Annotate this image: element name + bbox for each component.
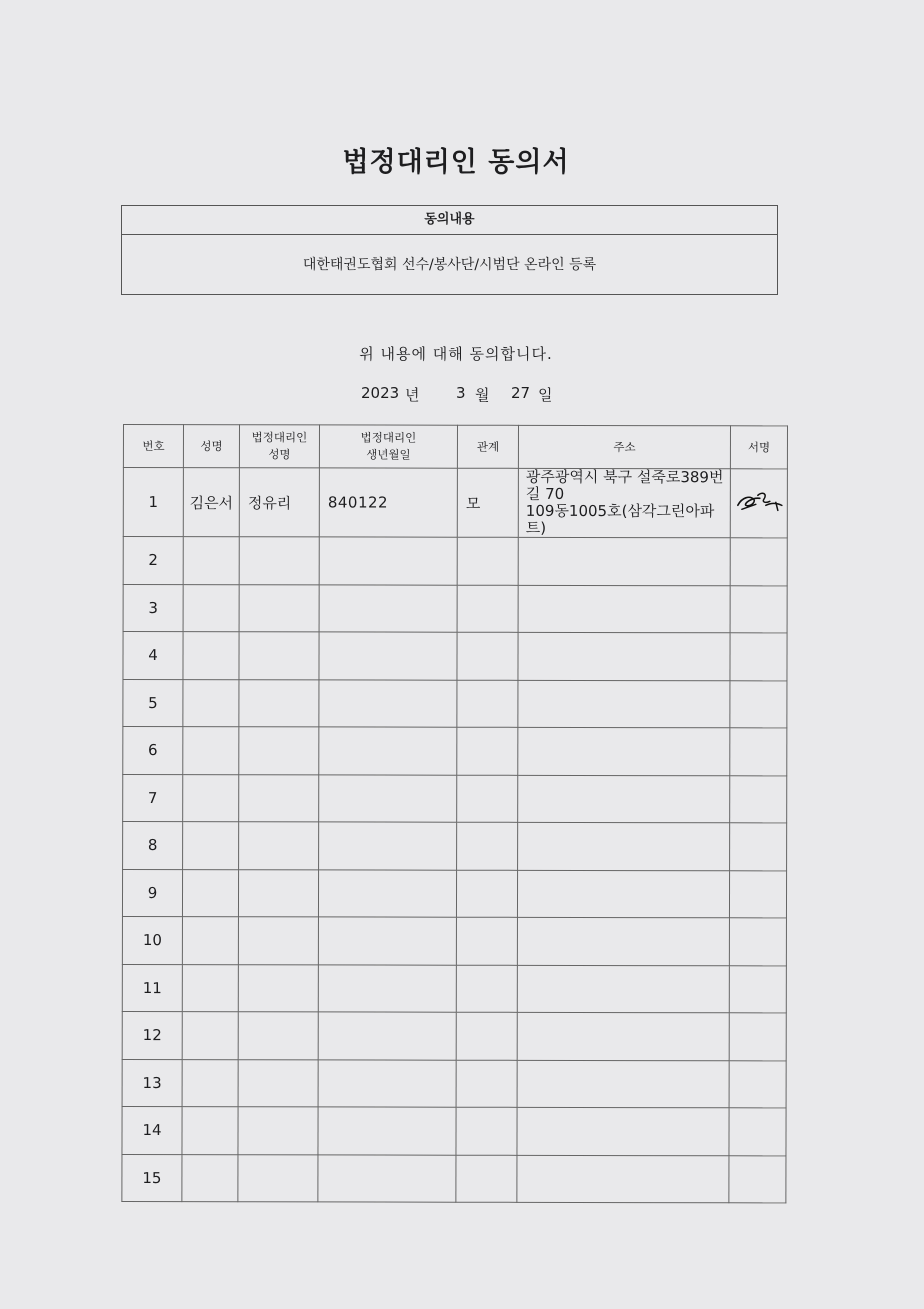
address-line1: 광주광역시 북구 설죽로389번길 70 [525, 467, 724, 503]
student-name-cell [182, 1012, 238, 1060]
row-number-cell: 3 [123, 584, 183, 632]
header-rep-birth-line1: 법정대리인 [360, 430, 417, 445]
guardian-name-cell: 정유리 [239, 468, 319, 537]
signature-cell [730, 823, 787, 871]
address-cell [518, 822, 730, 870]
table-row [123, 679, 787, 728]
signature-cell [730, 469, 787, 538]
table-row [122, 869, 786, 918]
table-row [122, 1154, 786, 1203]
row-number-cell: 11 [122, 964, 182, 1012]
header-rep-name [239, 425, 319, 468]
student-name-cell [182, 1059, 238, 1107]
header-rep-name-line1: 법정대리인 [251, 430, 308, 445]
guardian-name-cell [238, 869, 318, 917]
guardian-birthdate-cell [319, 727, 457, 775]
guardian-relation-cell [456, 1012, 517, 1060]
guardian-name-cell [239, 774, 319, 822]
document-title: 법정대리인 동의서 [342, 147, 570, 178]
row-number-cell: 2 [123, 537, 183, 585]
row-number-cell: 6 [123, 727, 183, 775]
student-name-cell [182, 869, 238, 917]
row-number-cell: 4 [123, 632, 183, 680]
guardian-name-cell [238, 964, 318, 1012]
guardian-relation-cell [456, 965, 517, 1013]
date-day: 27 [511, 384, 531, 402]
table-row [123, 537, 787, 586]
student-name-cell [183, 679, 239, 727]
address-cell [517, 917, 729, 965]
row-number-cell: 7 [123, 774, 183, 822]
handwritten-signature [732, 485, 786, 517]
table-row [123, 774, 787, 823]
header-name: 성명 [183, 425, 239, 468]
header-no: 번호 [123, 425, 183, 468]
guardian-birthdate-cell [318, 1154, 456, 1202]
date-year-unit: 년 [405, 386, 420, 404]
address-cell [518, 680, 730, 728]
student-name-cell [183, 537, 239, 585]
guardian-birthdate-cell [318, 1012, 456, 1060]
signature-cell [729, 965, 786, 1013]
signature-cell [730, 585, 787, 633]
table-row [122, 1011, 786, 1060]
student-name-cell [182, 917, 238, 965]
guardian-birthdate-cell [318, 964, 456, 1012]
guardian-birthdate-cell [319, 774, 457, 822]
guardian-relation-cell [457, 822, 518, 870]
table-row [122, 964, 786, 1013]
table-row [122, 916, 786, 965]
guardian-relation-cell [457, 680, 518, 728]
student-name-cell [183, 822, 239, 870]
student-name-cell [182, 1154, 238, 1202]
guardian-name-cell [238, 1012, 318, 1060]
student-name-cell [182, 1107, 238, 1155]
guardian-name-cell [239, 679, 319, 727]
address-line2: 109동1005호(삼각그린아파트) [525, 501, 715, 537]
guardian-name-cell [238, 917, 318, 965]
address-cell [518, 727, 730, 775]
guardian-table [121, 424, 788, 1203]
header-signature: 서명 [730, 426, 787, 469]
date-month: 3 [456, 384, 466, 402]
guardian-name-cell [238, 1059, 318, 1107]
header-relation: 관계 [457, 425, 518, 468]
header-rep-birth [319, 425, 457, 468]
signature-cell [729, 870, 786, 918]
guardian-relation-cell [457, 775, 518, 823]
signature-cell [730, 680, 787, 728]
table-row [123, 822, 787, 871]
signature-cell [729, 1108, 786, 1156]
signature-cell [729, 918, 786, 966]
guardian-relation-cell [457, 632, 518, 680]
row-number-cell: 8 [123, 822, 183, 870]
address-cell [518, 537, 730, 585]
guardian-relation-cell [457, 585, 518, 633]
date-day-unit: 일 [538, 386, 553, 404]
guardian-relation-cell [456, 1107, 517, 1155]
guardian-relation-cell: 모 [457, 468, 518, 537]
guardian-birthdate-cell [318, 869, 456, 917]
guardian-name-cell [239, 537, 319, 585]
guardian-birthdate-cell [319, 632, 457, 680]
signature-cell [729, 1060, 786, 1108]
date-month-unit: 월 [475, 386, 490, 404]
row-number-cell: 15 [122, 1154, 182, 1202]
table-row [123, 468, 787, 538]
guardian-name-cell [238, 1154, 318, 1202]
signature-cell [729, 1013, 786, 1061]
guardian-name-cell [239, 584, 319, 632]
guardian-birthdate-cell [319, 584, 457, 632]
table-row [123, 584, 787, 633]
guardian-birthdate-cell [319, 679, 457, 727]
address-cell [517, 870, 729, 918]
address-cell [518, 585, 730, 633]
address-cell [517, 1060, 729, 1108]
row-number-cell: 5 [123, 679, 183, 727]
address-cell [517, 1012, 729, 1060]
date-year: 2023 [361, 384, 400, 402]
guardian-name-cell [239, 632, 319, 680]
header-rep-birth-line2: 생년월일 [366, 447, 411, 462]
address-cell [518, 775, 730, 823]
table-body [122, 468, 788, 1203]
header-address: 주소 [518, 425, 730, 468]
row-number-cell: 9 [122, 869, 182, 917]
consent-body: 대한태권도협회 선수/봉사단/시범단 온라인 등록 [302, 257, 597, 273]
guardian-name-cell [238, 1107, 318, 1155]
consent-header: 동의내용 [122, 206, 777, 235]
row-number-cell: 13 [122, 1059, 182, 1107]
address-cell [518, 468, 730, 537]
student-name-cell [182, 964, 238, 1012]
row-number-cell: 1 [123, 468, 183, 537]
student-name-cell [183, 632, 239, 680]
guardian-relation-cell [457, 537, 518, 585]
guardian-relation-cell [456, 1155, 517, 1203]
table-header-row [123, 425, 787, 469]
student-name-cell [183, 774, 239, 822]
address-cell [517, 1107, 729, 1155]
guardian-birthdate-cell [318, 1107, 456, 1155]
guardian-name-cell [239, 822, 319, 870]
guardian-relation-cell [456, 917, 517, 965]
guardian-relation-cell [456, 870, 517, 918]
guardian-birthdate-cell [319, 822, 457, 870]
student-name-cell [183, 584, 239, 632]
guardian-birthdate-cell [318, 1059, 456, 1107]
agree-statement: 위 내용에 대해 동의합니다. [359, 345, 553, 363]
guardian-relation-cell [456, 1060, 517, 1108]
guardian-birthdate-cell [318, 917, 456, 965]
signature-cell [730, 775, 787, 823]
signature-cell [730, 633, 787, 681]
student-name-cell: 김은서 [183, 468, 239, 537]
guardian-birthdate-cell: 840122 [319, 468, 457, 537]
table-row [123, 727, 787, 776]
table-row [122, 1059, 786, 1108]
row-number-cell: 10 [122, 916, 182, 964]
header-rep-name-line2: 성명 [268, 447, 291, 462]
signature-cell [729, 1155, 786, 1203]
table-row [123, 632, 787, 681]
student-name-cell [183, 727, 239, 775]
guardian-birthdate-cell [319, 537, 457, 585]
row-number-cell: 12 [122, 1011, 182, 1059]
guardian-name-cell [239, 727, 319, 775]
consent-box [121, 205, 778, 295]
address-cell [517, 965, 729, 1013]
signature-cell [730, 538, 787, 586]
guardian-relation-cell [457, 727, 518, 775]
signature-cell [730, 728, 787, 776]
table-row [122, 1106, 786, 1155]
address-cell [517, 1155, 729, 1203]
row-number-cell: 14 [122, 1106, 182, 1154]
address-cell [518, 632, 730, 680]
